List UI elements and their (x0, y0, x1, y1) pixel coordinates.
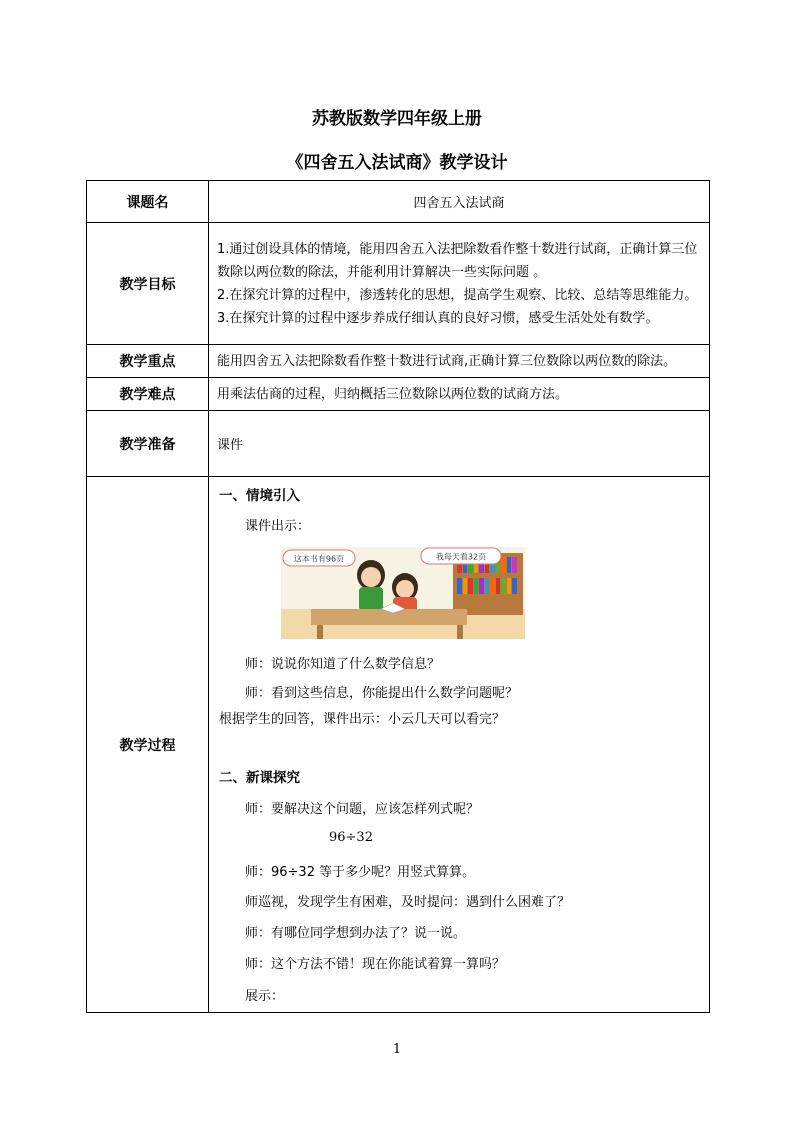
label-goals: 教学目标 (87, 223, 209, 345)
section-heading-explore: 二、新课探究 (219, 770, 300, 786)
page-number: 1 (392, 1042, 402, 1057)
lesson-plan-table (86, 180, 710, 1013)
value-difficulties: 用乘法估商的过程，归纳概括三位数除以两位数的试商方法。 (209, 378, 710, 411)
label-topic: 课题名 (87, 181, 209, 223)
bubble-right-text: 我每天看32页 (435, 552, 487, 562)
value-process (209, 477, 710, 1013)
dialogue-line-2: 师：看到这些信息，你能提出什么数学问题呢？ (245, 686, 519, 701)
goal-item-3: 3.在探究计算的过程中逐步养成仔细认真的良好习惯，感受生活处处有数学。 (217, 310, 659, 326)
courseware-label: 课件出示： (245, 519, 311, 534)
goal-item-2: 2.在探究计算的过程中，渗透转化的思想，提高学生观察、比较、总结等思维能力。 (217, 287, 698, 303)
dialogue-line-3: 根据学生的回答，课件出示：小云几天可以看完？ (219, 712, 506, 727)
row-key-points (87, 345, 710, 378)
reading-scene-illustration (281, 547, 525, 639)
value-topic: 四舍五入法试商 (209, 181, 710, 223)
row-process (87, 477, 710, 1013)
row-goals (87, 223, 710, 345)
label-difficulties: 教学难点 (87, 378, 209, 411)
dialogue-line-5: 师：96÷32 等于多少呢？用竖式算算。 (245, 865, 476, 880)
value-key-points: 能用四舍五入法把除数看作整十数进行试商,正确计算三位数除以两位数的除法。 (209, 345, 710, 378)
dialogue-line-9: 展示： (245, 989, 285, 1004)
division-expression: 96÷32 (329, 830, 373, 845)
dialogue-line-4: 师：要解决这个问题，应该怎样列式呢？ (245, 802, 480, 817)
row-preparation (87, 411, 710, 477)
value-goals (209, 223, 710, 345)
goal-item-1: 1.通过创设具体的情境，能用四舍五入法把除数看作整十数进行试商，正确计算三位数除以两位数的除法，并能利用计算解决一些实际问题 。 (217, 241, 698, 280)
label-key-points: 教学重点 (87, 345, 209, 378)
row-difficulties (87, 378, 710, 411)
dialogue-line-7: 师：有哪位同学想到办法了？说一说。 (245, 926, 467, 941)
value-preparation: 课件 (209, 411, 710, 477)
dialogue-line-1: 师：说说你知道了什么数学信息？ (245, 657, 441, 672)
row-topic (87, 181, 710, 223)
girl-left (357, 560, 385, 611)
dialogue-line-8: 师：这个方法不错！现在你能试着算一算吗？ (245, 957, 506, 972)
label-preparation: 教学准备 (87, 411, 209, 477)
dialogue-line-6: 师巡视，发现学生有困难，及时提问：遇到什么困难了？ (245, 895, 571, 910)
document-subtitle: 《四舍五入法试商》教学设计 (286, 153, 508, 173)
bubble-left-text: 这本书有96页 (293, 554, 345, 564)
section-heading-intro: 一、情境引入 (219, 488, 300, 504)
document-title: 苏教版数学四年级上册 (312, 109, 482, 129)
label-process: 教学过程 (87, 477, 209, 1013)
